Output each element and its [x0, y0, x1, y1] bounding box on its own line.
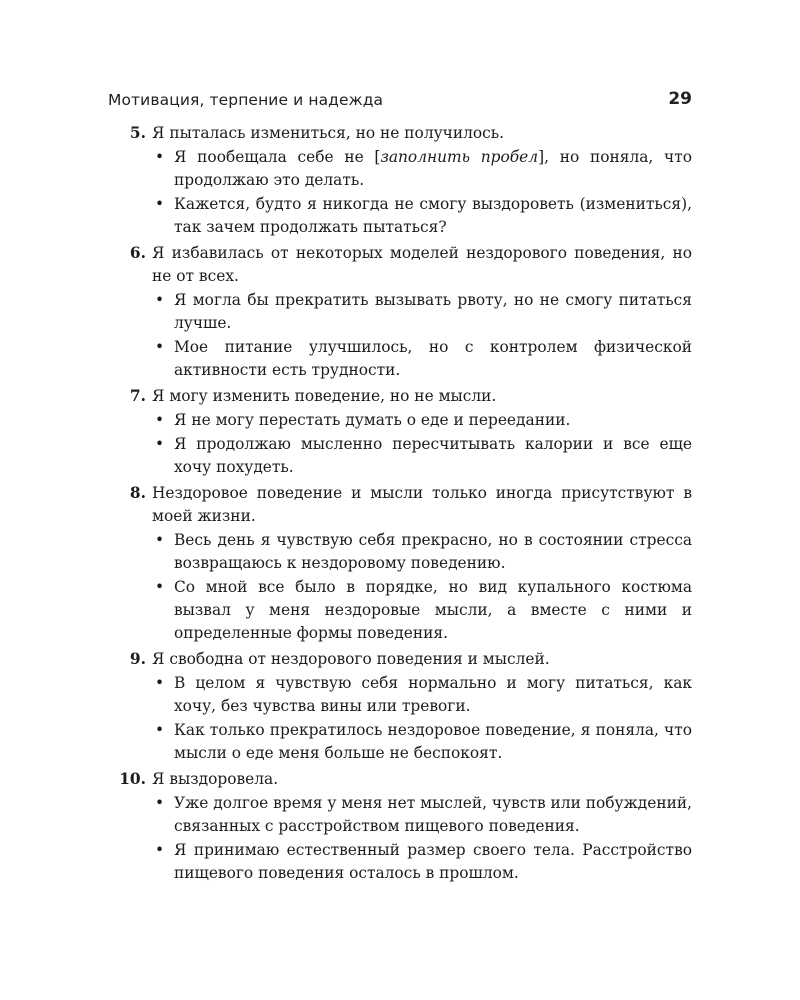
bullet-text: Весь день я чувствую себя прекрасно, но в состоянии стресса возвращаюсь к нездоровому поведению. — [174, 531, 692, 572]
item-text: Я свободна от нездорового поведения и мыслей. — [152, 650, 550, 668]
bullet-item — [152, 576, 692, 645]
item-number: 5. — [129, 124, 146, 142]
bullet-item — [152, 289, 692, 335]
bullet-list — [152, 409, 692, 479]
bullet-icon: • — [155, 291, 165, 309]
bullet-item — [152, 336, 692, 382]
bullet-text: Уже долгое время у меня нет мыслей, чувств или побуждений, связанных с расстройством пищевого поведения. — [174, 794, 692, 835]
bullet-item — [152, 672, 692, 718]
list-item — [108, 648, 692, 765]
item-text: Я пыталась измениться, но не получилось. — [152, 124, 505, 142]
bullet-icon: • — [155, 794, 165, 812]
bullet-list — [152, 146, 692, 239]
bullet-text-tail: ], но поняла, что продолжаю это делать. — [174, 148, 693, 189]
bullet-item — [152, 433, 692, 479]
bullet-text: Со мной все было в порядке, но вид купального костюма вызвал у меня нездоровые мысли, а вместе с ними и определенные формы поведения. — [174, 578, 692, 642]
bullet-text: В целом я чувствую себя нормально и могу питаться, как хочу, без чувства вины или тревоги. — [174, 674, 692, 715]
page-number: 29 — [668, 89, 692, 109]
bullet-text: Мое питание улучшилось, но с контролем физической активности есть трудности. — [174, 338, 692, 379]
bullet-icon: • — [155, 411, 165, 429]
item-number: 8. — [129, 484, 146, 502]
bullet-text: Кажется, будто я никогда не смогу выздороветь (измениться), так зачем продолжать пытаться? — [174, 195, 692, 236]
bullet-icon: • — [155, 435, 165, 453]
bullet-text: Я продолжаю мысленно пересчитывать калории и все еще хочу похудеть. — [174, 435, 692, 476]
bullet-list — [152, 529, 692, 645]
numbered-list — [108, 122, 692, 885]
item-number: 10. — [119, 770, 146, 788]
bullet-item — [152, 792, 692, 838]
item-number: 6. — [129, 244, 146, 262]
bullet-item — [152, 409, 692, 432]
bullet-text: Я пообещала себе не [ — [174, 148, 381, 166]
bullet-item — [152, 839, 692, 885]
list-item — [108, 122, 692, 239]
bullet-item — [152, 719, 692, 765]
bullet-icon: • — [155, 841, 165, 859]
bullet-text: Я не могу перестать думать о еде и переедании. — [174, 411, 571, 429]
bullet-text: Я могла бы прекратить вызывать рвоту, но не смогу питаться лучше. — [174, 291, 692, 332]
bullet-icon: • — [155, 338, 165, 356]
bullet-text: Я принимаю естественный размер своего тела. Расстройство пищевого поведения осталось в прошлом. — [174, 841, 692, 882]
list-item — [108, 482, 692, 645]
bullet-item — [152, 193, 692, 239]
bullet-list — [152, 792, 692, 885]
bullet-item — [152, 529, 692, 575]
list-item — [108, 242, 692, 382]
bullet-list — [152, 672, 692, 765]
list-item — [108, 385, 692, 479]
item-number: 7. — [129, 387, 146, 405]
bullet-list — [152, 289, 692, 382]
running-head — [108, 89, 692, 115]
item-text: Нездоровое поведение и мысли только иногда присутствуют в моей жизни. — [152, 484, 692, 525]
bullet-text: Как только прекратилось нездоровое поведение, я поняла, что мысли о еде меня больше не беспокоят. — [174, 721, 692, 762]
bullet-text-italic: заполнить пробел — [380, 148, 539, 166]
bullet-item — [152, 146, 692, 192]
item-text: Я выздоровела. — [152, 770, 279, 788]
item-text: Я могу изменить поведение, но не мысли. — [152, 387, 497, 405]
bullet-icon: • — [155, 674, 165, 692]
bullet-icon: • — [155, 578, 165, 596]
bullet-icon: • — [155, 721, 165, 739]
item-text: Я избавилась от некоторых моделей нездорового поведения, но не от всех. — [152, 244, 692, 285]
list-item — [108, 768, 692, 885]
chapter-title: Мотивация, терпение и надежда — [108, 91, 384, 109]
bullet-icon: • — [155, 148, 165, 166]
bullet-icon: • — [155, 195, 165, 213]
bullet-icon: • — [155, 531, 165, 549]
item-number: 9. — [129, 650, 146, 668]
